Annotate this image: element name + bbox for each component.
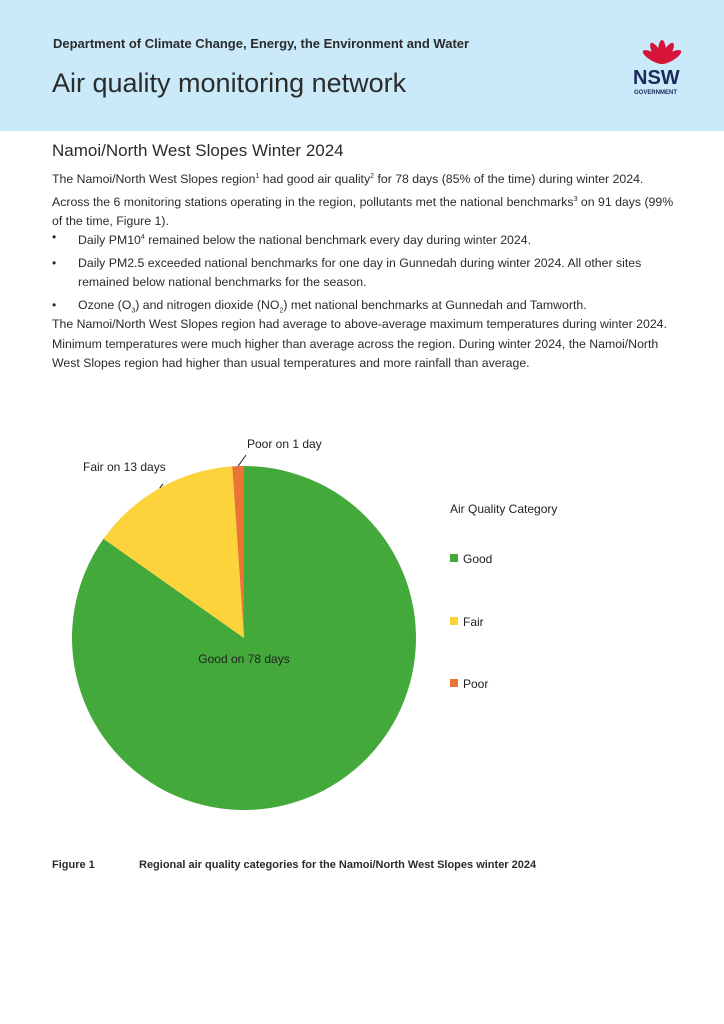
legend-title: Air Quality Category: [450, 502, 558, 516]
figure-caption: Regional air quality categories for the Namoi/North West Slopes winter 2024: [139, 859, 537, 871]
page-title: Air quality monitoring network: [52, 68, 407, 98]
section-heading: Namoi/North West Slopes Winter 2024: [52, 141, 344, 160]
legend-swatch-fair: [450, 617, 458, 625]
legend-label-fair: Fair: [463, 615, 484, 629]
list-item: • Ozone $(O_3)$ and nitrogen dioxide $(NO_2)$ met national benchmarks at Gunnedah and Tamworth.: [52, 296, 677, 321]
legend-label-good: Good: [463, 552, 493, 566]
logo-text: NSW: [633, 67, 680, 89]
leader-line-poor: [238, 455, 246, 466]
legend-swatch-poor: [450, 679, 458, 687]
data-label-fair: Fair on 13 days: [83, 460, 166, 474]
list-item: • Daily $PM10^4$ remained below the national benchmark every day during winter 2024.: [52, 228, 677, 251]
paragraph-intro: The Namoi/North West Slopes region$^1$ had good air quality$^2$ for 78 days (85% of the time) during winter 2024. Across the 6 monitoring stations operating in the region, pollutants met the national benchmarks$^3$ on 91 days (99% of the time, Figure 1).: [52, 172, 674, 229]
data-label-good: Good on 78 days: [198, 652, 290, 666]
logo-subtext: GOVERNMENT: [634, 90, 678, 96]
legend-swatch-good: [450, 554, 458, 562]
header-banner: [0, 0, 724, 131]
data-label-poor: Poor on 1 day: [247, 437, 322, 451]
department-name: Department of Climate Change, Energy, the Environment and Water: [53, 36, 470, 51]
list-item: • Daily PM2.5 exceeded national benchmarks for one day in Gunnedah during winter 2024. All other sites remained below national benchmarks for the season.: [52, 254, 677, 293]
air-quality-pie-chart: [0, 420, 724, 840]
paragraph-climate: The Namoi/North West Slopes region had average to above-average maximum temperatures during winter 2024. Minimum temperatures were much higher than average across the region. During winter 2024, the Namoi/North West Slopes region had higher than usual temperatures and more rainfall than average.: [52, 317, 667, 370]
pollutant-bullet-list: [52, 228, 677, 324]
legend-label-poor: Poor: [463, 677, 489, 691]
figure-number: Figure 1: [52, 859, 95, 871]
